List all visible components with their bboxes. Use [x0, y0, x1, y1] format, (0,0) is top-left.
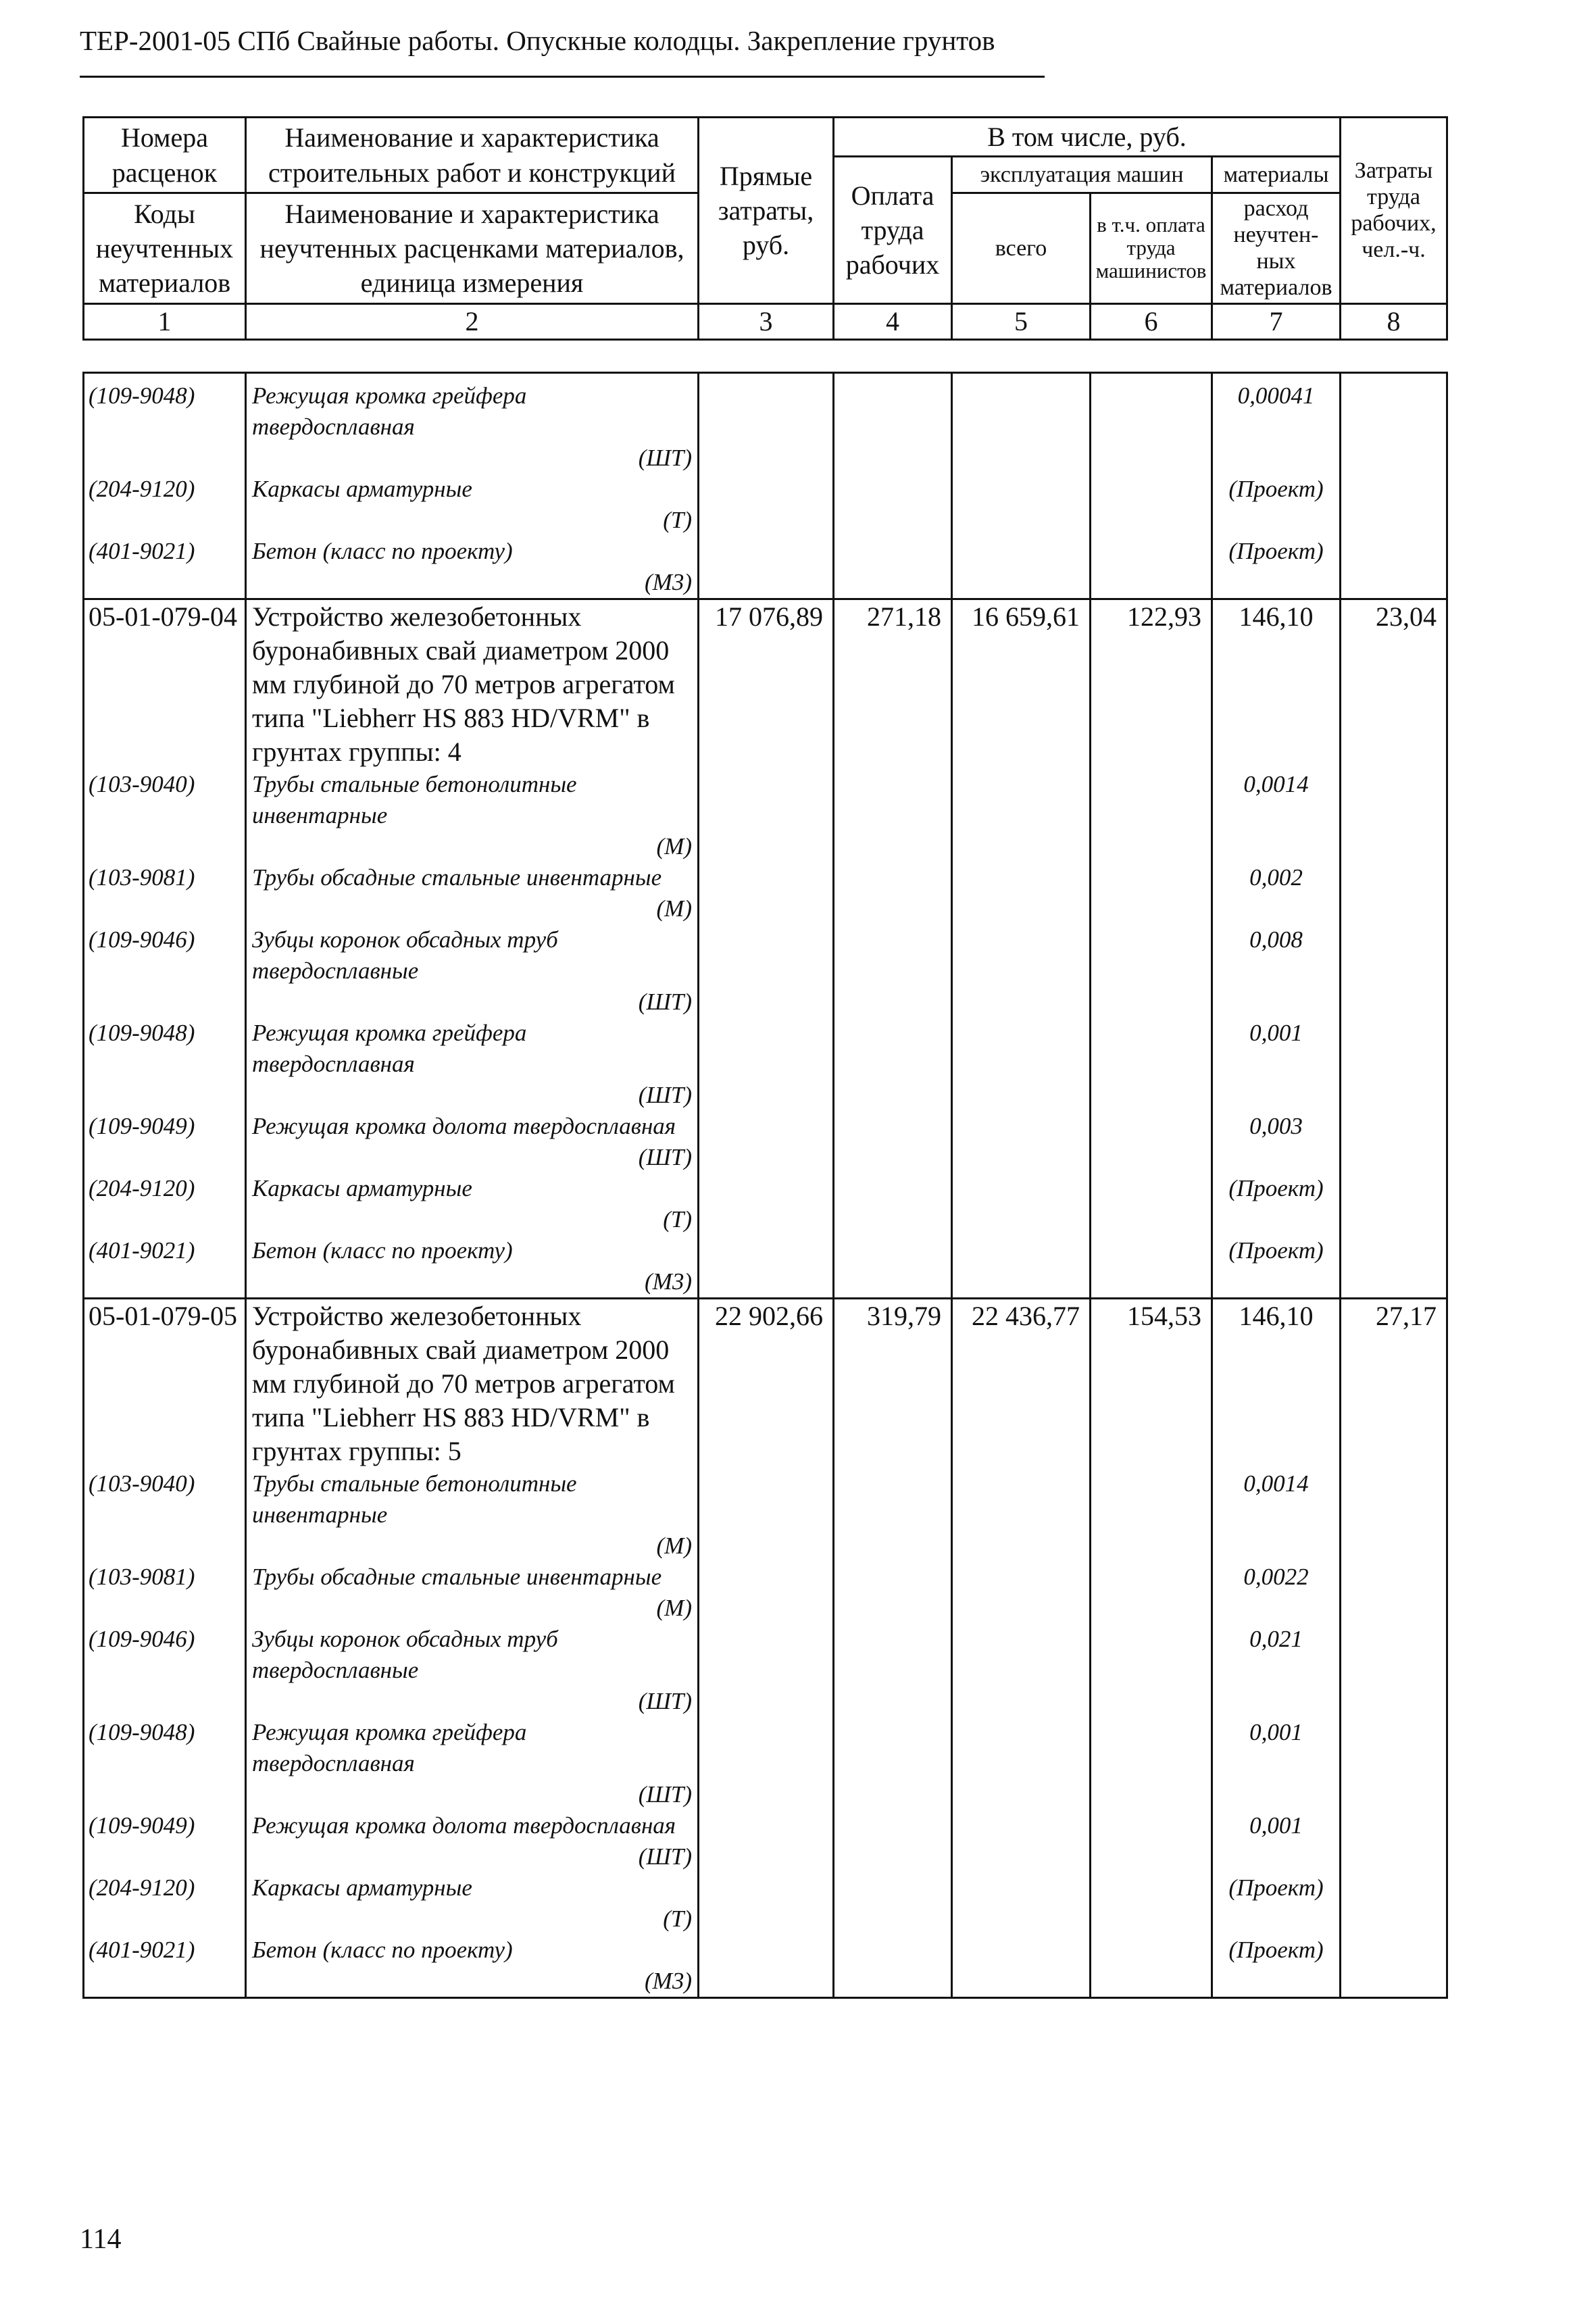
empty-cell — [1341, 924, 1447, 1018]
material-consumption-cell — [1212, 1624, 1341, 1717]
material-name: Трубы стальные бетонолитные инвентарные — [252, 1470, 577, 1528]
material-name-cell — [246, 1235, 699, 1299]
material-unit: (М3) — [645, 569, 692, 595]
empty-cell — [699, 769, 834, 862]
empty-cell — [699, 1235, 834, 1299]
material-name-cell — [246, 1468, 699, 1562]
empty-cell — [834, 1111, 952, 1173]
empty-cell — [834, 1562, 952, 1624]
material-code: (204-9120) — [89, 476, 195, 502]
empty-cell — [952, 924, 1091, 1018]
empty-cell — [1341, 1562, 1447, 1624]
material-code: (204-9120) — [89, 1874, 195, 1901]
empty-cell — [1091, 474, 1212, 536]
empty-cell — [1341, 373, 1447, 381]
empty-cell — [699, 1468, 834, 1562]
material-consumption: 0,008 — [1249, 926, 1303, 953]
material-code-cell — [84, 1935, 246, 1998]
empty-cell — [834, 474, 952, 536]
material-consumption: (Проект) — [1228, 1937, 1324, 1963]
material-code-cell — [84, 924, 246, 1018]
material-consumption-cell — [1212, 1717, 1341, 1810]
direct-costs: 22 902,66 — [699, 1299, 834, 1469]
empty-cell — [834, 1173, 952, 1235]
material-code: (103-9081) — [89, 864, 195, 891]
material-name-cell — [246, 1173, 699, 1235]
material-consumption: (Проект) — [1228, 1874, 1324, 1901]
empty-cell — [699, 1935, 834, 1998]
material-row — [84, 1562, 1447, 1624]
empty-cell — [834, 1935, 952, 1998]
empty-cell — [952, 373, 1091, 381]
empty-cell — [1091, 862, 1212, 924]
material-consumption-cell — [1212, 1173, 1341, 1235]
direct-costs: 17 076,89 — [699, 599, 834, 770]
material-row — [84, 1810, 1447, 1872]
empty-cell — [952, 1562, 1091, 1624]
material-consumption-cell — [1212, 1018, 1341, 1111]
empty-cell — [84, 373, 246, 381]
material-code-cell — [84, 536, 246, 599]
material-unit: (ШТ) — [638, 445, 692, 471]
empty-cell — [952, 1018, 1091, 1111]
header-material-consumption: расход неучтен-ных материалов — [1212, 193, 1341, 303]
header-material-codes: Коды неучтенных материалов — [84, 193, 246, 303]
material-name-cell — [246, 1111, 699, 1173]
empty-cell — [952, 1468, 1091, 1562]
material-consumption: (Проект) — [1228, 476, 1324, 502]
header-labor-hours: Затраты труда рабочих, чел.-ч. — [1341, 118, 1447, 304]
rate-code: 05-01-079-05 — [84, 1299, 246, 1469]
material-code-cell — [84, 1562, 246, 1624]
material-consumption: 0,021 — [1249, 1626, 1303, 1652]
material-name-cell — [246, 1562, 699, 1624]
material-name-cell — [246, 1717, 699, 1810]
material-code: (103-9040) — [89, 1470, 195, 1497]
material-consumption: 0,001 — [1249, 1719, 1303, 1745]
material-code: (109-9048) — [89, 1020, 195, 1046]
empty-cell — [1091, 1935, 1212, 1998]
material-unit: (Т) — [663, 1206, 692, 1233]
empty-cell — [1341, 1235, 1447, 1299]
material-consumption-cell — [1212, 924, 1341, 1018]
empty-cell — [1341, 1173, 1447, 1235]
empty-cell — [1091, 380, 1212, 474]
material-consumption-cell — [1212, 1935, 1341, 1998]
material-code-cell — [84, 1468, 246, 1562]
empty-cell — [1341, 536, 1447, 599]
header-machines: эксплуатация машин — [952, 157, 1212, 193]
col-num-7: 7 — [1212, 303, 1341, 339]
empty-cell — [952, 769, 1091, 862]
material-consumption-cell — [1212, 1468, 1341, 1562]
header-labor-pay: Оплата труда рабочих — [834, 157, 952, 303]
empty-cell — [834, 373, 952, 381]
material-unit: (М3) — [645, 1968, 692, 1994]
header-rule — [80, 76, 1045, 78]
material-consumption-cell — [1212, 1562, 1341, 1624]
material-consumption: 0,0022 — [1243, 1564, 1309, 1590]
header-work-name: Наименование и характеристика строительных работ и конструкций — [246, 118, 699, 193]
empty-cell — [699, 1018, 834, 1111]
material-name-cell — [246, 1018, 699, 1111]
empty-cell — [1091, 1810, 1212, 1872]
empty-cell — [1212, 373, 1341, 381]
empty-cell — [699, 536, 834, 599]
material-code: (109-9046) — [89, 926, 195, 953]
material-unit: (М) — [656, 895, 692, 922]
labor-pay: 319,79 — [834, 1299, 952, 1469]
page-number: 114 — [80, 2224, 122, 2255]
material-name: Режущая кромка грейфера твердосплавная — [252, 382, 527, 440]
rate-name: Устройство железобетонных буронабивных свай диаметром 2000 мм глубиной до 70 метров агрегатом типа "Liebherr HS 883 HD/VRM" в грунтах группы: 4 — [246, 599, 699, 770]
material-consumption-cell — [1212, 1872, 1341, 1935]
empty-cell — [952, 380, 1091, 474]
empty-cell — [834, 1235, 952, 1299]
empty-cell — [1341, 1018, 1447, 1111]
empty-cell — [834, 1468, 952, 1562]
empty-cell — [1091, 1717, 1212, 1810]
labor-hours: 27,17 — [1341, 1299, 1447, 1469]
col-num-8: 8 — [1341, 303, 1447, 339]
empty-cell — [952, 1717, 1091, 1810]
empty-cell — [699, 1624, 834, 1717]
material-consumption: 0,00041 — [1237, 382, 1315, 409]
empty-cell — [834, 1018, 952, 1111]
empty-cell — [952, 1935, 1091, 1998]
material-code-cell — [84, 1717, 246, 1810]
empty-cell — [1341, 474, 1447, 536]
empty-cell — [699, 373, 834, 381]
empty-cell — [699, 1111, 834, 1173]
header-materials: материалы — [1212, 157, 1341, 193]
material-code-cell — [84, 1235, 246, 1299]
empty-cell — [1091, 1111, 1212, 1173]
material-name-cell — [246, 1872, 699, 1935]
empty-cell — [1341, 769, 1447, 862]
material-name: Трубы обсадные стальные инвентарные — [252, 864, 662, 891]
empty-cell — [699, 924, 834, 1018]
document-title: ТЕР-2001-05 СПб Свайные работы. Опускные колодцы. Закрепление грунтов — [80, 25, 995, 56]
empty-cell — [834, 380, 952, 474]
material-unit: (ШТ) — [638, 989, 692, 1015]
material-consumption-cell — [1212, 862, 1341, 924]
empty-cell — [834, 924, 952, 1018]
material-consumption: 0,0014 — [1243, 771, 1309, 797]
empty-cell — [699, 1717, 834, 1810]
material-consumption-cell — [1212, 769, 1341, 862]
material-row — [84, 380, 1447, 474]
material-code-cell — [84, 1173, 246, 1235]
empty-cell — [1091, 1624, 1212, 1717]
empty-cell — [1091, 1872, 1212, 1935]
material-code-cell — [84, 1872, 246, 1935]
col-num-4: 4 — [834, 303, 952, 339]
machines-total: 16 659,61 — [952, 599, 1091, 770]
empty-cell — [834, 1810, 952, 1872]
spacer-row — [84, 373, 1447, 381]
empty-cell — [952, 1810, 1091, 1872]
empty-cell — [834, 1872, 952, 1935]
empty-cell — [1341, 1810, 1447, 1872]
material-name-cell — [246, 474, 699, 536]
material-consumption-cell — [1212, 1235, 1341, 1299]
material-name: Трубы обсадные стальные инвентарные — [252, 1564, 662, 1590]
labor-pay: 271,18 — [834, 599, 952, 770]
empty-cell — [1091, 1173, 1212, 1235]
material-name: Бетон (класс по проекту) — [252, 1237, 513, 1264]
empty-cell — [952, 1872, 1091, 1935]
material-code-cell — [84, 1624, 246, 1717]
rate-row — [84, 1299, 1447, 1469]
material-unit: (ШТ) — [638, 1781, 692, 1808]
empty-cell — [699, 1872, 834, 1935]
material-unit: (Т) — [663, 507, 692, 533]
labor-hours: 23,04 — [1341, 599, 1447, 770]
material-code: (401-9021) — [89, 1237, 195, 1264]
empty-cell — [952, 474, 1091, 536]
material-consumption: (Проект) — [1228, 1237, 1324, 1264]
material-code: (109-9048) — [89, 1719, 195, 1745]
machine-operators-pay: 154,53 — [1091, 1299, 1212, 1469]
material-name: Зубцы коронок обсадных труб твердосплавные — [252, 926, 558, 984]
col-num-6: 6 — [1091, 303, 1212, 339]
material-consumption: 0,003 — [1249, 1113, 1303, 1139]
empty-cell — [1091, 1468, 1212, 1562]
material-code: (401-9021) — [89, 1937, 195, 1963]
empty-cell — [699, 380, 834, 474]
empty-cell — [1091, 536, 1212, 599]
empty-cell — [1091, 1018, 1212, 1111]
material-consumption-cell — [1212, 1810, 1341, 1872]
empty-cell — [952, 862, 1091, 924]
material-row — [84, 862, 1447, 924]
empty-cell — [834, 536, 952, 599]
material-consumption-cell — [1212, 536, 1341, 599]
material-unit: (М) — [656, 1533, 692, 1559]
material-row — [84, 474, 1447, 536]
material-code-cell — [84, 1810, 246, 1872]
empty-cell — [699, 1173, 834, 1235]
material-code-cell — [84, 862, 246, 924]
material-name: Режущая кромка грейфера твердосплавная — [252, 1719, 527, 1776]
material-row — [84, 1235, 1447, 1299]
rates-table — [82, 372, 1448, 1999]
material-row — [84, 1717, 1447, 1810]
material-consumption: (Проект) — [1228, 538, 1324, 564]
material-name-cell — [246, 380, 699, 474]
empty-cell — [952, 1111, 1091, 1173]
material-row — [84, 769, 1447, 862]
empty-cell — [699, 474, 834, 536]
material-row — [84, 1872, 1447, 1935]
empty-cell — [834, 862, 952, 924]
empty-cell — [1341, 862, 1447, 924]
material-name-cell — [246, 769, 699, 862]
empty-cell — [1341, 1935, 1447, 1998]
material-consumption: 0,0014 — [1243, 1470, 1309, 1497]
empty-cell — [952, 536, 1091, 599]
material-consumption-cell — [1212, 1111, 1341, 1173]
materials-cost: 146,10 — [1212, 1299, 1341, 1469]
material-row — [84, 1173, 1447, 1235]
empty-cell — [1091, 924, 1212, 1018]
material-code-cell — [84, 769, 246, 862]
material-unit: (М) — [656, 1595, 692, 1621]
material-code-cell — [84, 474, 246, 536]
machines-total: 22 436,77 — [952, 1299, 1091, 1469]
empty-cell — [1341, 380, 1447, 474]
empty-cell — [1091, 1562, 1212, 1624]
rate-code: 05-01-079-04 — [84, 599, 246, 770]
empty-cell — [1091, 373, 1212, 381]
material-name: Режущая кромка грейфера твердосплавная — [252, 1020, 527, 1077]
empty-cell — [1091, 1235, 1212, 1299]
header-machines-total: всего — [952, 193, 1091, 303]
material-name-cell — [246, 536, 699, 599]
material-name: Каркасы арматурные — [252, 476, 472, 502]
col-num-2: 2 — [246, 303, 699, 339]
rate-row — [84, 599, 1447, 770]
material-code: (109-9048) — [89, 382, 195, 409]
material-unit: (ШТ) — [638, 1082, 692, 1108]
material-name-cell — [246, 924, 699, 1018]
material-row — [84, 1018, 1447, 1111]
material-row — [84, 1935, 1447, 1998]
header-including: В том числе, руб. — [834, 118, 1341, 157]
material-name: Зубцы коронок обсадных труб твердосплавные — [252, 1626, 558, 1683]
material-unit: (ШТ) — [638, 1843, 692, 1870]
material-consumption-cell — [1212, 474, 1341, 536]
rate-name: Устройство железобетонных буронабивных свай диаметром 2000 мм глубиной до 70 метров агрегатом типа "Liebherr HS 883 HD/VRM" в грунтах группы: 5 — [246, 1299, 699, 1469]
material-name: Режущая кромка долота твердосплавная — [252, 1113, 676, 1139]
material-consumption: 0,002 — [1249, 864, 1303, 891]
empty-cell — [952, 1235, 1091, 1299]
material-consumption-cell — [1212, 380, 1341, 474]
empty-cell — [1091, 769, 1212, 862]
empty-cell — [699, 1562, 834, 1624]
column-header-table — [82, 116, 1448, 341]
material-code-cell — [84, 1018, 246, 1111]
material-name-cell — [246, 1810, 699, 1872]
material-code: (109-9049) — [89, 1812, 195, 1839]
header-direct-costs: Прямые затраты, руб. — [699, 118, 834, 304]
material-code: (103-9081) — [89, 1564, 195, 1590]
material-code-cell — [84, 380, 246, 474]
material-consumption: 0,001 — [1249, 1020, 1303, 1046]
empty-cell — [952, 1624, 1091, 1717]
material-code-cell — [84, 1111, 246, 1173]
material-code: (204-9120) — [89, 1175, 195, 1201]
header-material-names: Наименование и характеристика неучтенных расценками материалов, единица измерения — [246, 193, 699, 303]
material-name: Режущая кромка долота твердосплавная — [252, 1812, 676, 1839]
material-consumption: (Проект) — [1228, 1175, 1324, 1201]
material-code: (401-9021) — [89, 538, 195, 564]
empty-cell — [952, 1173, 1091, 1235]
material-unit: (М3) — [645, 1268, 692, 1295]
material-name: Трубы стальные бетонолитные инвентарные — [252, 771, 577, 828]
col-num-1: 1 — [84, 303, 246, 339]
material-row — [84, 1468, 1447, 1562]
col-num-5: 5 — [952, 303, 1091, 339]
material-code: (103-9040) — [89, 771, 195, 797]
material-code: (109-9049) — [89, 1113, 195, 1139]
empty-cell — [1341, 1111, 1447, 1173]
material-name-cell — [246, 1935, 699, 1998]
header-rate-numbers: Номера расценок — [84, 118, 246, 193]
material-unit: (ШТ) — [638, 1688, 692, 1714]
empty-cell — [834, 1624, 952, 1717]
material-code: (109-9046) — [89, 1626, 195, 1652]
material-row — [84, 1624, 1447, 1717]
material-name: Бетон (класс по проекту) — [252, 1937, 513, 1963]
material-unit: (ШТ) — [638, 1144, 692, 1170]
empty-cell — [699, 862, 834, 924]
material-name: Каркасы арматурные — [252, 1175, 472, 1201]
material-name-cell — [246, 1624, 699, 1717]
materials-cost: 146,10 — [1212, 599, 1341, 770]
empty-cell — [1341, 1717, 1447, 1810]
empty-cell — [246, 373, 699, 381]
col-num-3: 3 — [699, 303, 834, 339]
material-name: Каркасы арматурные — [252, 1874, 472, 1901]
material-row — [84, 924, 1447, 1018]
material-unit: (М) — [656, 833, 692, 860]
empty-cell — [1341, 1624, 1447, 1717]
material-name-cell — [246, 862, 699, 924]
material-unit: (Т) — [663, 1906, 692, 1932]
material-name: Бетон (класс по проекту) — [252, 538, 513, 564]
material-row — [84, 536, 1447, 599]
material-consumption: 0,001 — [1249, 1812, 1303, 1839]
empty-cell — [1341, 1872, 1447, 1935]
empty-cell — [834, 769, 952, 862]
machine-operators-pay: 122,93 — [1091, 599, 1212, 770]
empty-cell — [699, 1810, 834, 1872]
empty-cell — [1341, 1468, 1447, 1562]
empty-cell — [834, 1717, 952, 1810]
header-machine-operators: в т.ч. оплата труда машинистов — [1091, 193, 1212, 303]
material-row — [84, 1111, 1447, 1173]
